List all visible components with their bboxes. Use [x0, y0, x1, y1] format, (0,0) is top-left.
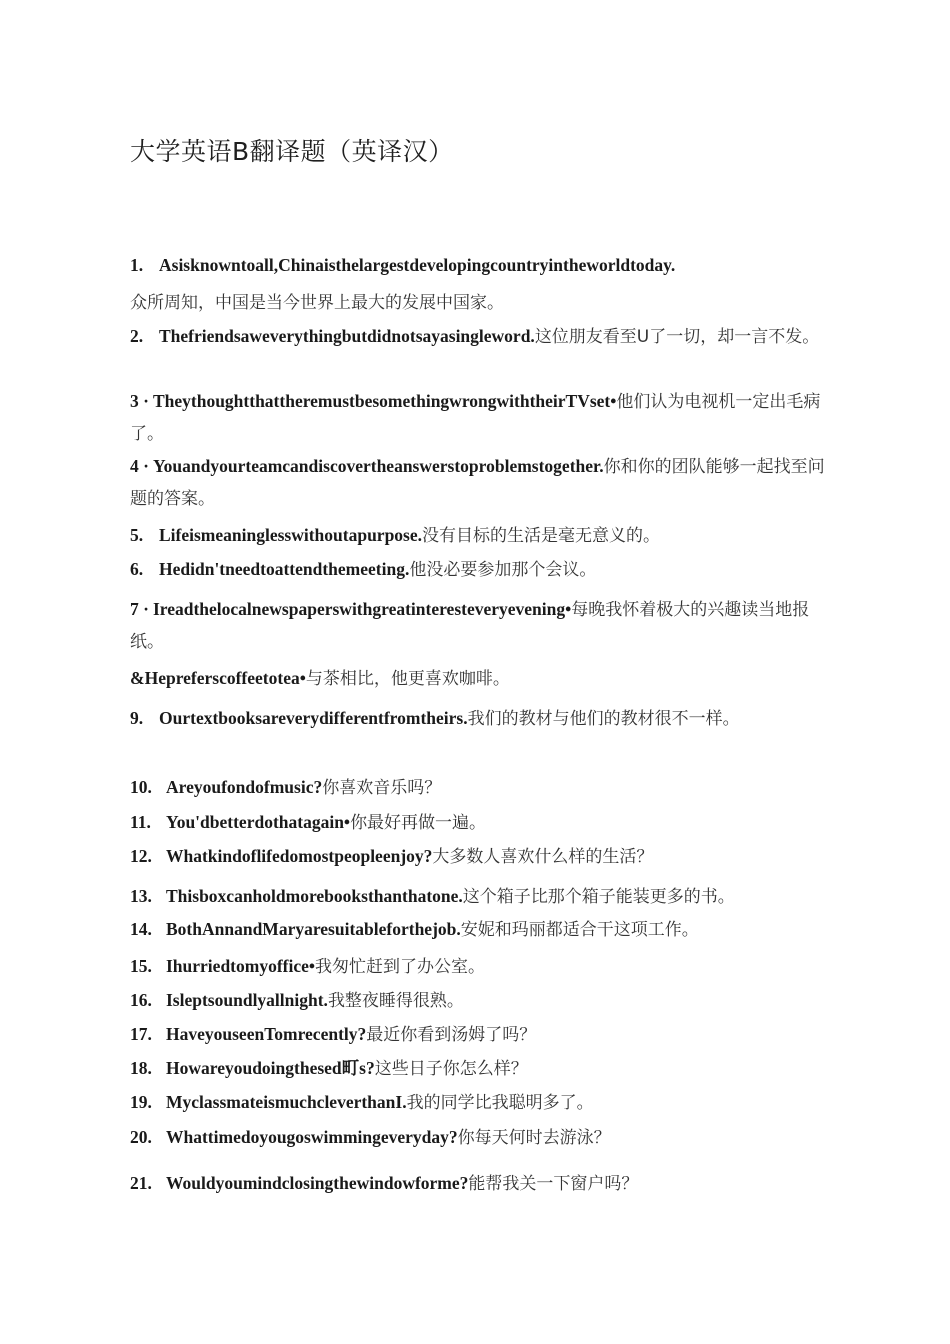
english-sentence: Thisboxcanholdmorebooksthanthatone. — [166, 886, 463, 906]
item-number: 7 · — [130, 599, 149, 619]
english-sentence: &Heprefers​coffeetotea• — [130, 668, 306, 688]
list-item — [130, 1086, 830, 1119]
list-item — [130, 662, 830, 695]
english-sentence: Ireadthelocalnewspaperswithgreatinteresteveryevening• — [152, 599, 572, 619]
page-title: 大学英语B翻译题（英译汉） — [130, 137, 454, 166]
chinese-translation: 你喜欢音乐吗？ — [322, 778, 442, 798]
list-item — [130, 1018, 830, 1051]
english-sentence: Howareyoudoingthesed町s? — [166, 1058, 375, 1078]
english-sentence: TheythoughtthattheremustbesomethingwrongwiththeirTVset• — [152, 391, 617, 411]
item-number: 3 · — [130, 391, 149, 411]
english-sentence: Hedidn'tneedtoattendthemeeting. — [159, 559, 410, 579]
chinese-translation: 他们认为电视机一定出毛病了。 — [130, 392, 821, 444]
chinese-translation: 安妮和玛丽都适合干这项工作。 — [460, 920, 699, 940]
list-item — [130, 385, 830, 450]
list-item-translation — [130, 287, 830, 319]
list-item — [130, 702, 830, 735]
chinese-translation: 这个箱子比那个箱子能装更多的书。 — [462, 887, 735, 907]
chinese-translation: 这位朋友看至U了一切，却一言不发。 — [534, 327, 820, 347]
chinese-translation: 我的同学比我聪明多了。 — [406, 1093, 594, 1113]
list-item — [130, 1167, 830, 1200]
english-sentence: Lifeismeaninglesswithoutapurpose. — [159, 525, 423, 545]
list-item — [130, 553, 830, 586]
list-item — [130, 984, 830, 1017]
english-sentence: You'dbetterdothatagain• — [166, 812, 351, 832]
english-sentence: Areyoufondofmusic? — [166, 777, 323, 797]
chinese-translation: 这些日子你怎么样？ — [374, 1059, 528, 1079]
chinese-translation: 你最好再做一遍。 — [350, 813, 487, 833]
list-item — [130, 450, 830, 515]
chinese-translation: 我整夜睡得很熟。 — [327, 991, 464, 1011]
chinese-translation: 你每天何时去游泳？ — [457, 1128, 611, 1148]
english-sentence: Youandyourteamcandiscovertheanswerstoproblemstogether. — [152, 456, 604, 476]
chinese-translation: 我匆忙赶到了办公室。 — [315, 957, 486, 977]
chinese-translation: 大多数人喜欢什么样的生活？ — [432, 847, 654, 867]
chinese-translation: 每晚我怀着极大的兴趣读当地报纸。 — [130, 600, 810, 652]
item-number: 16. — [130, 990, 152, 1010]
list-item — [130, 249, 830, 282]
item-number: 4 · — [130, 456, 149, 476]
chinese-translation: 与茶相比，他更喜欢咖啡。 — [305, 669, 510, 689]
item-number: 6. — [130, 559, 144, 579]
list-item — [130, 880, 850, 913]
english-sentence: HaveyouseenTomrecently? — [166, 1024, 367, 1044]
item-number: 20. — [130, 1127, 152, 1147]
list-item — [130, 913, 830, 946]
item-number: 17. — [130, 1024, 152, 1044]
item-number: 9. — [130, 708, 144, 728]
item-number: 12. — [130, 846, 152, 866]
item-number: 19. — [130, 1092, 152, 1112]
item-number: 10. — [130, 777, 152, 797]
english-sentence: Ihurriedtomyoffice• — [166, 956, 316, 976]
item-number: 13. — [130, 886, 152, 906]
english-sentence: Wouldyoumindclosingthewindowforme? — [166, 1173, 469, 1193]
list-item — [130, 771, 830, 804]
list-item — [130, 593, 830, 658]
chinese-translation: 没有目标的生活是毫无意义的。 — [422, 526, 661, 546]
chinese-translation: 最近你看到汤姆了吗？ — [366, 1025, 537, 1045]
chinese-translation: 能帮我关一下窗户吗？ — [468, 1174, 639, 1194]
chinese-translation: 你和你的团队能够一起找至问题的答案。 — [130, 457, 825, 509]
item-number: 14. — [130, 919, 152, 939]
item-number: 2. — [130, 326, 144, 346]
chinese-translation: 我们的教材与他们的教材很不一样。 — [467, 709, 740, 729]
english-sentence: BothAnnandMaryaresuitableforthejob. — [166, 919, 461, 939]
list-item — [130, 519, 830, 552]
list-item — [130, 320, 830, 353]
item-number: 15. — [130, 956, 152, 976]
item-number: 21. — [130, 1173, 152, 1193]
item-number: 1. — [130, 255, 144, 275]
english-sentence: Ourtextbooksareverydifferentfromtheirs. — [159, 708, 468, 728]
english-sentence: Thefriendsaweverythingbutdidnotsayasingleword. — [159, 326, 535, 346]
list-item — [130, 840, 830, 873]
english-sentence: Whattimedoyougoswimmingeveryday? — [166, 1127, 458, 1147]
item-number: 5. — [130, 525, 144, 545]
chinese-translation: 众所周知，中国是当今世界上最大的发展中国家。 — [130, 293, 504, 313]
list-item — [130, 950, 830, 983]
list-item — [130, 806, 830, 839]
english-sentence: Asisknowntoall,Chinaisthelargestdevelopingcountryintheworldtoday. — [159, 255, 676, 275]
english-sentence: Whatkindoflifedomostpeopleenjoy? — [166, 846, 433, 866]
list-item — [130, 1052, 830, 1085]
english-sentence: MyclassmateismuchcleverthanI. — [166, 1092, 407, 1112]
item-number: 18. — [130, 1058, 152, 1078]
item-number: 11. — [130, 812, 151, 832]
english-sentence: Isleptsoundlyallnight. — [166, 990, 328, 1010]
chinese-translation: 他没必要参加那个会议。 — [409, 560, 597, 580]
list-item — [130, 1121, 830, 1154]
